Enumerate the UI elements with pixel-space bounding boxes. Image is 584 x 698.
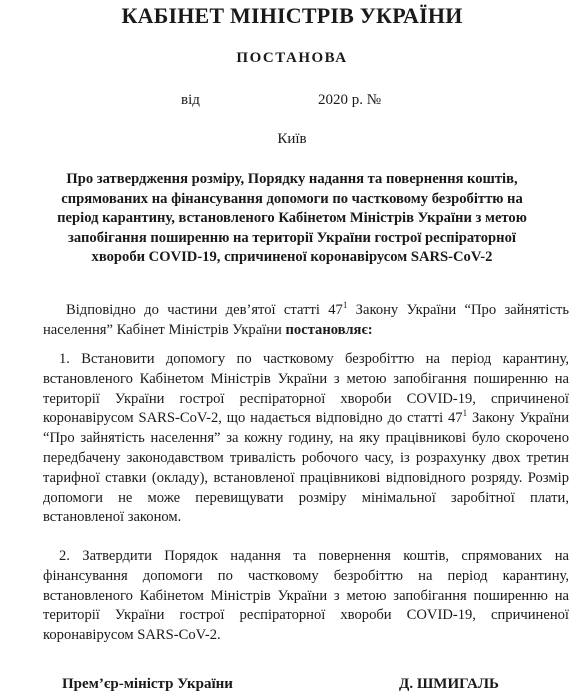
decree-subject-heading: Про затвердження розміру, Порядку надання та повернення коштів, спрямованих на фінансування допомоги по частковому безробіттю на період карантину, встановленого Кабінетом Міністрів України з метою запобігання поширенню на території України гострої респіраторної хвороби COVID-19, спричиненої коронавірусом SARS-CoV-2 (57, 171, 527, 266)
signatory-name: Д. ШМИГАЛЬ (399, 676, 499, 692)
paragraph-2: 2. Затвердити Порядок надання та повернення коштів, спрямованих на фінансування допомоги по частковому безробіттю на період карантину, встановленого Кабінетом Міністрів України з метою запобігання поширенню на території України гострої респіраторної хвороби COVID-19, спричиненої коронавірусом SARS-CoV-2. (43, 548, 569, 644)
paragraph-1 (43, 350, 569, 528)
paragraph-1-part1: 1. Встановити допомогу по частковому безробіттю на період карантину, встановленого Кабінетом Міністрів України з метою запобігання поширенню на території України гострої респіраторної хвороби COVID-19, спричиненої коронавірусом SARS-CoV-2, що надається відповідно до статті 47 (43, 351, 569, 427)
date-from-label: від (181, 92, 200, 108)
decree-title: ПОСТАНОВА (236, 50, 348, 66)
intro-resolution-word: постановляє: (285, 321, 373, 338)
signatory-position: Прем’єр-міністр України (62, 676, 233, 692)
date-year-number: 2020 р. № (318, 92, 382, 108)
decree-city: Київ (277, 131, 307, 147)
intro-paragraph (43, 301, 569, 341)
intro-text-part2: Закону України “Про зайнятість населення” Кабінет Міністрів України (43, 302, 569, 338)
paragraph-1-part2: Закону України “Про зайнятість населення” за кожну годину, на яку працівникові було скорочено передбачену законодавством тривалість робочого часу, із розрахунку двох третин тарифної ставки (окладу), встановленої працівникові відповідного розряду. Розмір допомоги не може перевищувати розміру мінімальної заробітної плати, встановленої законом. (43, 410, 570, 526)
intro-superscript: 1 (342, 300, 348, 310)
cabinet-title: КАБІНЕТ МІНІСТРІВ УКРАЇНИ (121, 3, 463, 28)
paragraph-1-superscript: 1 (462, 408, 468, 419)
intro-text-part1: Відповідно до частини дев’ятої статті 47 (66, 302, 343, 318)
